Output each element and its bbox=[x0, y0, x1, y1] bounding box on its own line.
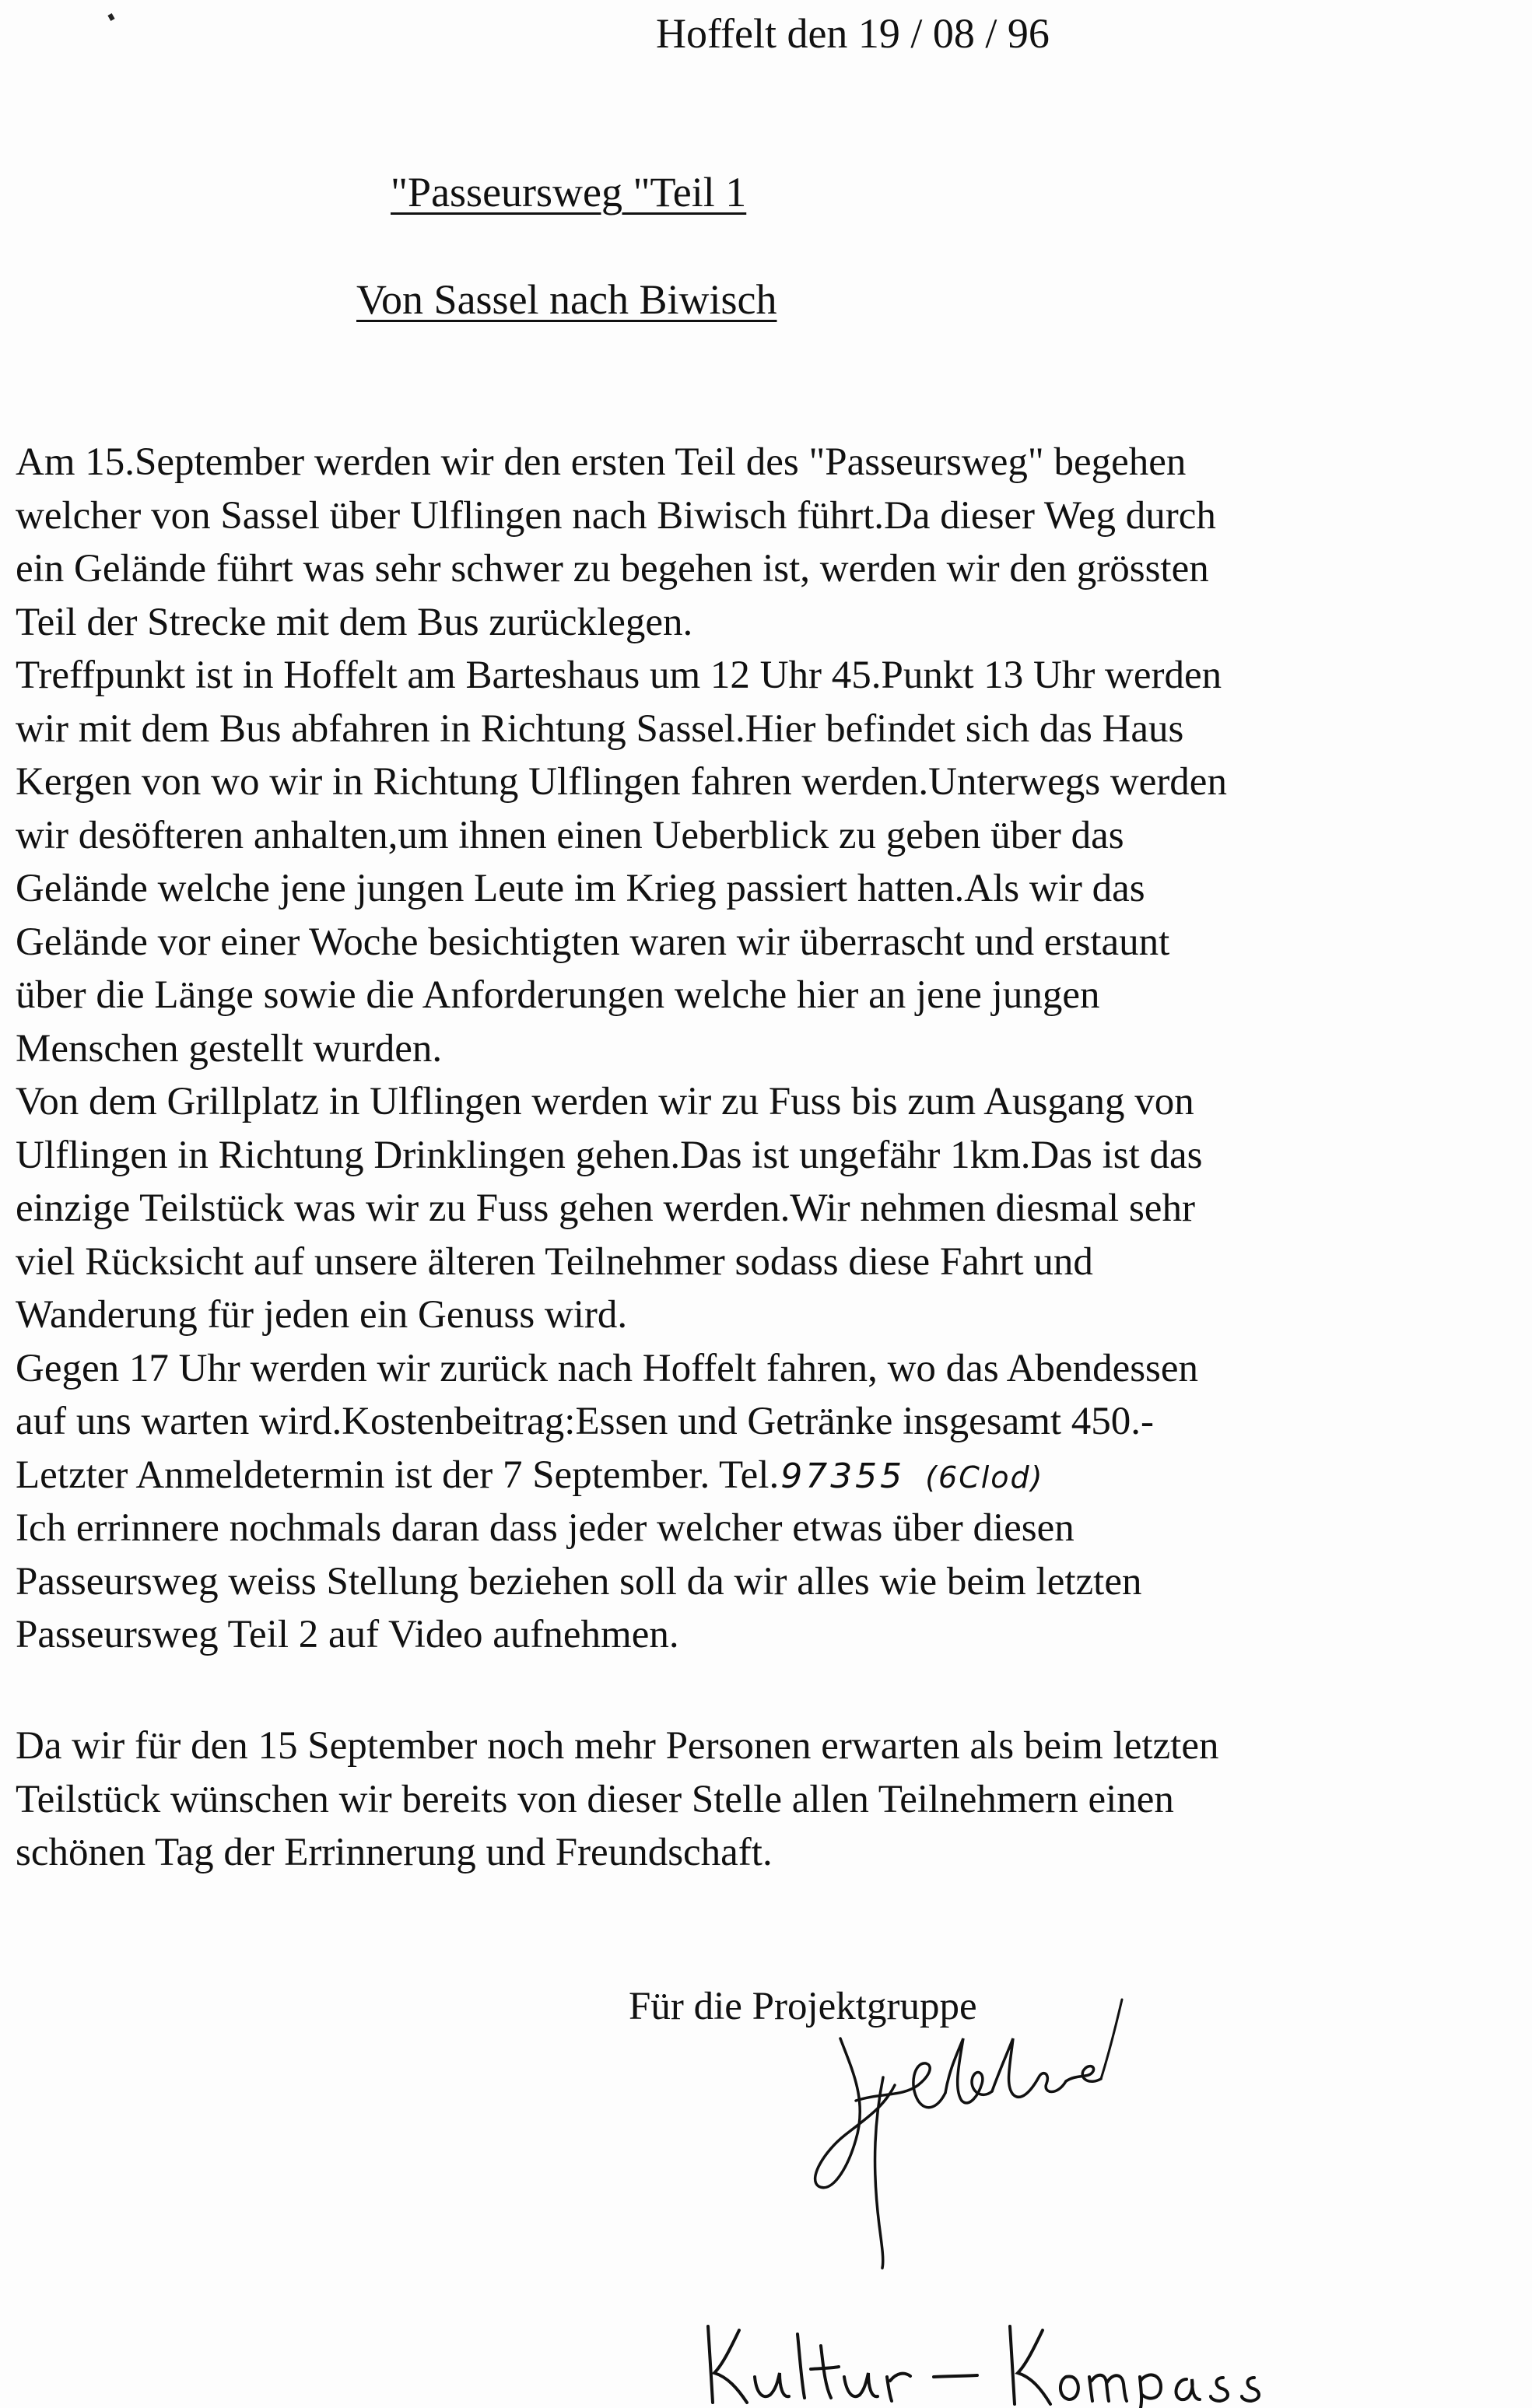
body-line: ein Gelände führt was sehr schwer zu begehen ist, werden wir den grössten bbox=[16, 547, 1209, 591]
body-line: Treffpunkt ist in Hoffelt am Barteshaus um 12 Uhr 45.Punkt 13 Uhr werden bbox=[16, 654, 1222, 697]
body-line: Passeursweg Teil 2 auf Video aufnehmen. bbox=[16, 1613, 679, 1656]
body-line: Passeursweg weiss Stellung beziehen soll da wir alles wie beim letzten bbox=[16, 1559, 1142, 1604]
handwritten-phone-note: (6Clod) bbox=[925, 1460, 1044, 1495]
body-line: Ich errinnere nochmals daran dass jeder welcher etwas über diesen bbox=[16, 1506, 1075, 1550]
body-line: Am 15.September werden wir den ersten Teil des "Passeursweg" begehen bbox=[16, 440, 1187, 484]
closing-line: Da wir für den 15 September noch mehr Personen erwarten als beim letzten bbox=[16, 1724, 1219, 1768]
body-line: wir desöfteren anhalten,um ihnen einen Ueberblick zu geben über das bbox=[16, 813, 1124, 857]
body-line: Kergen von wo wir in Richtung Ulflingen fahren werden.Unterwegs werden bbox=[16, 760, 1227, 804]
date-line: Hoffelt den 19 / 08 / 96 bbox=[656, 10, 1050, 57]
closing-line: Teilstück wünschen wir bereits von dieser Stelle allen Teilnehmern einen bbox=[16, 1777, 1174, 1821]
body-line: welcher von Sassel über Ulflingen nach Biwisch führt.Da dieser Weg durch bbox=[16, 493, 1216, 538]
body-line: einzige Teilstück was wir zu Fuss gehen werden.Wir nehmen diesmal sehr bbox=[16, 1186, 1195, 1230]
body-line: Gelände welche jene jungen Leute im Krieg passiert hatten.Als wir das bbox=[16, 867, 1145, 910]
handwritten-footer-kultur-kompass bbox=[700, 2303, 1323, 2408]
body-line: viel Rücksicht auf unsere älteren Teilnehmer sodass diese Fahrt und bbox=[16, 1239, 1093, 1284]
registration-text: Letzter Anmeldetermin ist der 7 September. Tel. bbox=[16, 1453, 780, 1497]
body-line: Menschen gestellt wurden. bbox=[16, 1026, 443, 1071]
document-subtitle: Von Sassel nach Biwisch bbox=[356, 276, 777, 323]
body-line: Gegen 17 Uhr werden wir zurück nach Hoffelt fahren, wo das Abendessen bbox=[16, 1346, 1199, 1390]
stray-ink-mark bbox=[107, 13, 114, 21]
body-line: Wanderung für jeden ein Genuss wird. bbox=[16, 1293, 628, 1337]
body-line: wir mit dem Bus abfahren in Richtung Sassel.Hier befindet sich das Haus bbox=[16, 706, 1184, 751]
body-line: Ulflingen in Richtung Drinklingen gehen.Das ist ungefähr 1km.Das ist das bbox=[16, 1133, 1203, 1177]
registration-line bbox=[16, 1449, 1494, 1502]
signoff-text: Für die Projektgruppe bbox=[629, 1985, 977, 2028]
body-line: Gelände vor einer Woche besichtigten waren wir überrascht und erstaunt bbox=[16, 920, 1170, 964]
closing-paragraph bbox=[16, 1719, 1494, 1880]
closing-line: schönen Tag der Errinnerung und Freundschaft. bbox=[16, 1831, 773, 1874]
body-line: auf uns warten wird.Kostenbeitrag:Essen und Getränke insgesamt 450.- bbox=[16, 1400, 1155, 1443]
handwritten-signature bbox=[809, 1992, 1167, 2272]
letter-body bbox=[16, 436, 1494, 1662]
body-line: über die Länge sowie die Anforderungen welche hier an jene jungen bbox=[16, 973, 1100, 1017]
document-title: "Passeursweg "Teil 1 bbox=[391, 169, 747, 216]
handwritten-phone-number: 97355 bbox=[780, 1456, 906, 1496]
body-line: Von dem Grillplatz in Ulflingen werden wir zu Fuss bis zum Ausgang von bbox=[16, 1080, 1194, 1123]
body-line: Teil der Strecke mit dem Bus zurücklegen. bbox=[16, 600, 693, 644]
